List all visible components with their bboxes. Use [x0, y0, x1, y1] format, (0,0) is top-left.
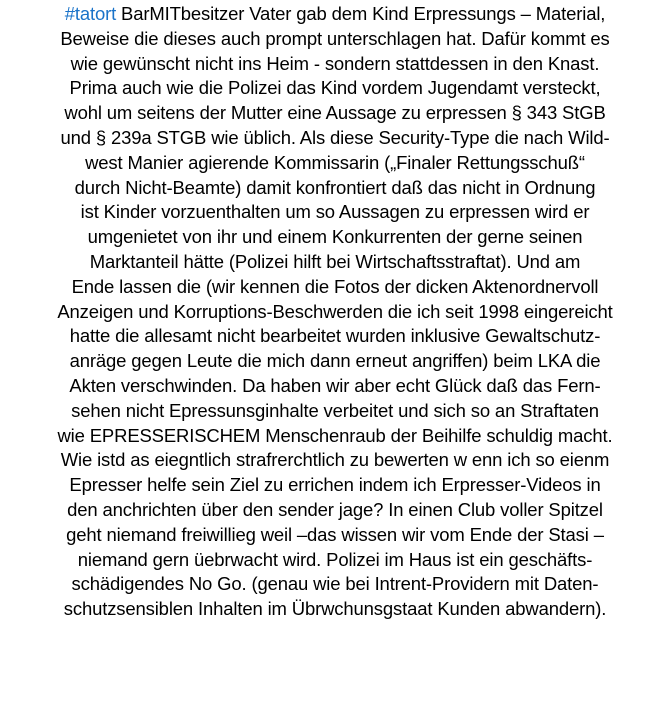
text-line: ist Kinder vorzuenthalten um so Aussagen zu erpressen wird er: [80, 201, 590, 223]
text-line: Marktanteil hätte (Polizei hilft bei Wirtschaftsstraftat). Und am: [89, 250, 581, 272]
text-line: [2, 2, 668, 27]
text-line: anräge gegen Leute die mich dann erneut angriffen) beim LKA die: [69, 350, 601, 372]
text-line: Ende lassen die (wir kennen die Fotos der dicken Aktenordnervoll: [71, 275, 599, 297]
text-line: Wie istd as eiegntlich strafrerchtlich zu bewerten w enn ich so eienm: [60, 449, 610, 471]
text-line: Akten verschwinden. Da haben wir aber echt Glück daß das Fern-: [69, 374, 601, 396]
text-line: geht niemand freiwillieg weil –das wissen wir vom Ende der Stasi –: [66, 523, 604, 545]
text-line: sehen nicht Epressunsginhalte verbeitet und sich so an Straftaten: [71, 399, 599, 421]
text-line: Epresser helfe sein Ziel zu errichen indem ich Erpresser-Videos in: [69, 474, 601, 496]
text-line: und § 239a STGB wie üblich. Als diese Security-Type die nach Wild-: [60, 126, 610, 148]
text-line: wie EPRESSERISCHEM Menschenraub der Beihilfe schuldig macht.: [57, 424, 613, 446]
text-line: Prima auch wie die Polizei das Kind vordem Jugendamt versteckt,: [69, 77, 601, 99]
text-line: wohl um seitens der Mutter eine Aussage zu erpressen § 343 StGB: [64, 102, 606, 124]
text-line: durch Nicht-Beamte) damit konfrontiert daß das nicht in Ordnung: [74, 176, 596, 198]
text-line: schutzsensiblen Inhalten im Übrwchunsgstaat Kunden abwandern).: [63, 598, 607, 620]
hashtag-link[interactable]: #tatort: [64, 3, 117, 24]
body-text: [0, 2, 670, 622]
text-line: Anzeigen und Korruptions-Beschwerden die ich seit 1998 eingereicht: [57, 300, 613, 322]
text-line: hatte die allesamt nicht bearbeitet wurden inklusive Gewaltschutz-: [69, 325, 601, 347]
text-line: niemand gern üebrwacht wird. Polizei im Haus ist ein geschäfts-: [77, 548, 593, 570]
text-line: west Manier agierende Kommissarin („Finaler Rettungsschuß“: [85, 151, 585, 173]
text-line: den anchrichten über den sender jage? In einen Club voller Spitzel: [67, 498, 603, 520]
text-line: schädigendes No Go. (genau wie bei Intrent-Providern mit Daten-: [71, 573, 599, 595]
text-line: Beweise die dieses auch prompt unterschlagen hat. Dafür kommt es: [60, 27, 610, 49]
text-line-rest: BarMITbesitzer Vater gab dem Kind Erpressungs – Material,: [116, 3, 606, 24]
text-line: umgenietet von ihr und einem Konkurrenten der gerne seinen: [87, 226, 583, 248]
text-line: wie gewünscht nicht ins Heim - sondern stattdessen in den Knast.: [70, 52, 600, 74]
